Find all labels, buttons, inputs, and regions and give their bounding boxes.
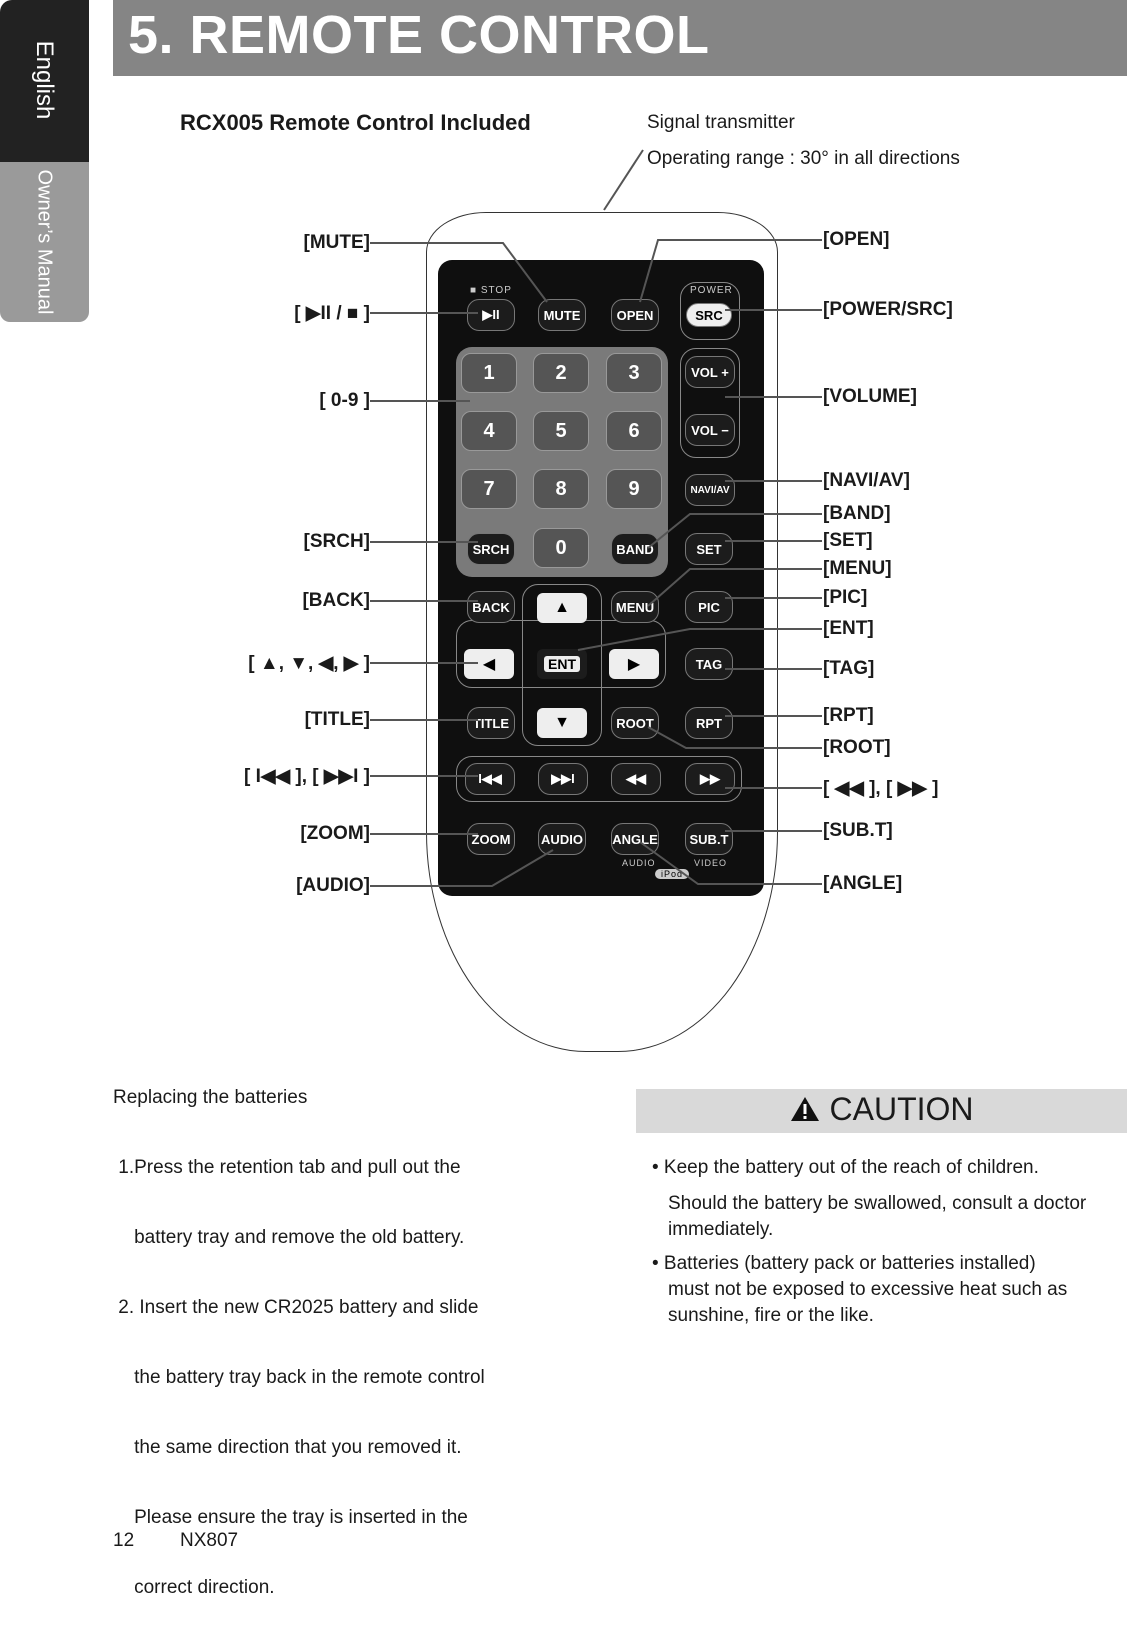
play-pause-button[interactable]: ▶II [467,299,515,331]
caution-item-2 [652,1251,1067,1329]
key-1[interactable]: 1 [461,353,517,393]
label-search: [ ◀◀ ], [ ▶▶ ] [823,778,939,799]
label-rpt: [RPT] [823,705,874,726]
caution-line: immediately. [668,1219,774,1240]
label-subt: [SUB.T] [823,820,893,841]
warning-triangle-icon [790,1096,820,1122]
page-number: 12 [113,1530,135,1551]
back-button[interactable]: BACK [467,591,515,623]
root-button[interactable]: ROOT [611,707,659,739]
caution-line: • Keep the battery out of the reach of children. [652,1157,1039,1178]
open-button[interactable]: OPEN [611,299,659,331]
label-arrows: [ ▲, ▼, ◀, ▶ ] [248,653,370,674]
tab-manual-label: Owner’s Manual [33,169,56,315]
rpt-button[interactable]: RPT [685,707,733,739]
key-9[interactable]: 9 [606,469,662,509]
label-skip: [ I◀◀ ], [ ▶▶I ] [244,766,370,787]
label-digits: [ 0-9 ] [319,390,370,411]
battery-step-line: the battery tray back in the remote control [113,1367,485,1388]
model-name: NX807 [180,1530,239,1551]
fast-forward-button[interactable]: ▶▶ [685,763,735,795]
angle-button[interactable]: ANGLE [611,823,659,855]
angle-leader [640,842,822,884]
key-2[interactable]: 2 [533,353,589,393]
band-button[interactable]: BAND [611,533,659,565]
key-4[interactable]: 4 [461,411,517,451]
batteries-steps [113,1115,485,1640]
caution-heading [636,1091,1127,1128]
key-5[interactable]: 5 [533,411,589,451]
video-caption: VIDEO [694,858,728,868]
label-pic: [PIC] [823,587,868,608]
label-back: [BACK] [302,590,370,611]
title-button[interactable]: TITLE [467,707,515,739]
band-leader [648,514,822,548]
label-title: [TITLE] [304,709,370,730]
volume-up-button[interactable]: VOL + [685,356,735,388]
section-title: RCX005 Remote Control Included [180,110,531,135]
label-set: [SET] [823,530,873,551]
mute-leader [370,243,547,302]
src-button[interactable]: SRC [686,303,732,327]
battery-step-line: correct direction. [113,1577,275,1598]
label-band: [BAND] [823,503,891,524]
battery-step-line: the same direction that you removed it. [113,1437,462,1458]
label-power-src: [POWER/SRC] [823,299,953,320]
battery-step-line: 1.Press the retention tab and pull out the [113,1157,461,1178]
next-track-button[interactable]: ▶▶I [538,763,588,795]
caution-line: must not be exposed to excessive heat such as [668,1279,1068,1300]
menu-leader [648,569,822,606]
signal-transmitter-label: Signal transmitter [647,112,795,133]
left-button[interactable]: ◀ [464,649,514,679]
battery-step-line: Please ensure the tray is inserted in the [113,1507,468,1528]
key-7[interactable]: 7 [461,469,517,509]
ipod-caption: iPod [655,869,689,879]
zoom-button[interactable]: ZOOM [467,823,515,855]
down-button[interactable]: ▼ [537,708,587,738]
tag-button[interactable]: TAG [685,648,733,680]
volume-down-button[interactable]: VOL − [685,414,735,446]
rewind-button[interactable]: ◀◀ [611,763,661,795]
menu-button[interactable]: MENU [611,591,659,623]
label-angle: [ANGLE] [823,873,903,894]
label-zoom: [ZOOM] [300,823,370,844]
set-button[interactable]: SET [685,533,733,565]
right-button[interactable]: ▶ [609,649,659,679]
battery-step-line: 2. Insert the new CR2025 battery and slide [113,1297,479,1318]
label-volume: [VOLUME] [823,386,917,407]
key-6[interactable]: 6 [606,411,662,451]
caution-title: CAUTION [829,1091,974,1127]
page-title: 5. REMOTE CONTROL [128,5,710,65]
label-ent: [ENT] [823,618,874,639]
audio-leader [370,850,553,886]
prev-track-button[interactable]: I◀◀ [465,763,515,795]
navi-av-button[interactable]: NAVI/AV [685,474,735,506]
power-caption: POWER [690,285,733,296]
label-mute: [MUTE] [303,232,370,253]
label-tag: [TAG] [823,658,875,679]
open-leader [640,240,822,302]
signal-leader [604,150,643,210]
srch-button[interactable]: SRCH [467,533,515,565]
key-0[interactable]: 0 [533,528,589,568]
pic-button[interactable]: PIC [685,591,733,623]
label-menu: [MENU] [823,558,892,579]
batteries-heading: Replacing the batteries [113,1087,308,1108]
key-3[interactable]: 3 [606,353,662,393]
caution-line: Should the battery be swallowed, consult a doctor [668,1193,1087,1214]
label-playpause: [ ▶II / ■ ] [294,303,370,324]
caution-item-1 [652,1155,1086,1243]
mute-button[interactable]: MUTE [538,299,586,331]
label-root: [ROOT] [823,737,891,758]
stop-caption: ■ STOP [470,285,512,296]
key-8[interactable]: 8 [533,469,589,509]
label-open: [OPEN] [823,229,890,250]
label-srch: [SRCH] [303,531,370,552]
label-navi-av: [NAVI/AV] [823,470,910,491]
root-leader [648,727,822,748]
audio-button[interactable]: AUDIO [538,823,586,855]
tab-english-label: English [31,40,58,120]
caution-line: • Batteries (battery pack or batteries installed) [652,1253,1036,1274]
battery-step-line: battery tray and remove the old battery. [113,1227,465,1248]
audio-caption: AUDIO [622,858,656,868]
up-button[interactable]: ▲ [537,593,587,623]
ent-leader [578,629,822,650]
caution-line: sunshine, fire or the like. [668,1305,874,1326]
label-audio: [AUDIO] [296,875,370,896]
subt-button[interactable]: SUB.T [685,823,733,855]
ent-label: ENT [544,656,580,672]
operating-range-label: Operating range : 30° in all directions [647,148,960,169]
